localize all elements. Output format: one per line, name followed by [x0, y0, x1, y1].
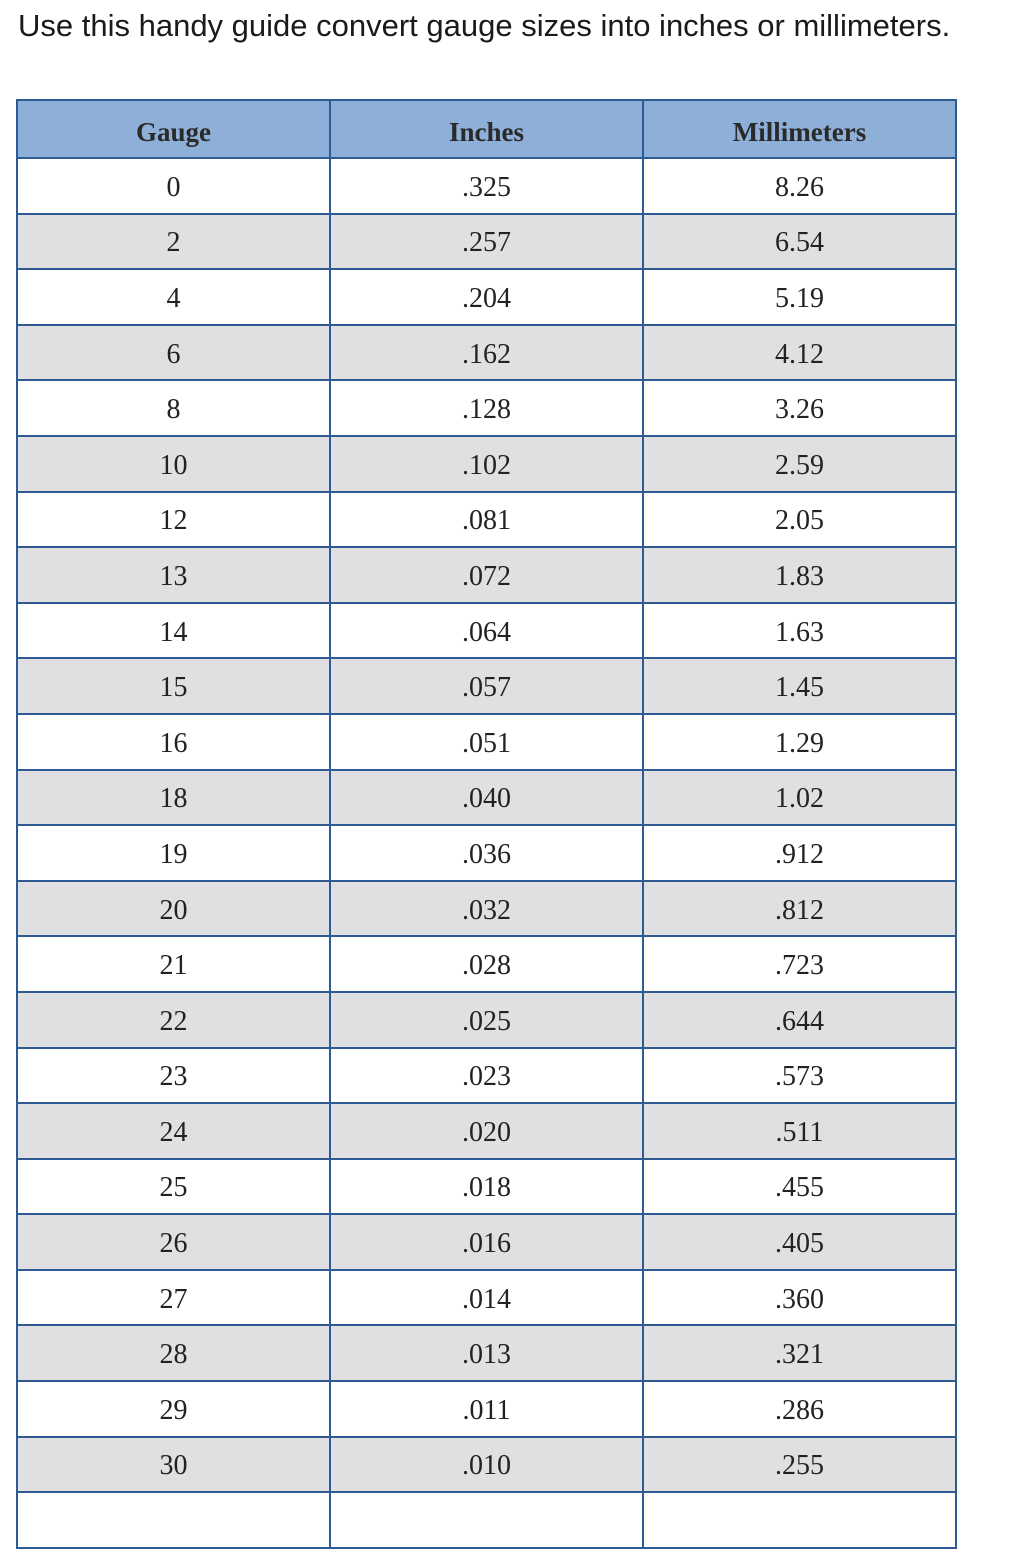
cell-inches: .018: [330, 1159, 643, 1215]
table-body: [17, 158, 956, 1548]
cell-inches: .204: [330, 269, 643, 325]
cell-millimeters: .644: [643, 992, 956, 1048]
table-row: [17, 1381, 956, 1437]
table-row: [17, 825, 956, 881]
cell-millimeters: 1.02: [643, 770, 956, 826]
cell-inches: .051: [330, 714, 643, 770]
cell-gauge: 16: [17, 714, 330, 770]
cell-millimeters: 1.63: [643, 603, 956, 659]
cell-inches: .064: [330, 603, 643, 659]
table-header-row: [17, 100, 956, 158]
cell-millimeters: .573: [643, 1048, 956, 1104]
cell-inches: .162: [330, 325, 643, 381]
table-row: [17, 1214, 956, 1270]
table-row: [17, 992, 956, 1048]
cell-millimeters: 5.19: [643, 269, 956, 325]
cell-millimeters: 8.26: [643, 158, 956, 214]
cell-millimeters: .360: [643, 1270, 956, 1326]
cell-inches: .057: [330, 658, 643, 714]
cell-inches: .081: [330, 492, 643, 548]
table-row: [17, 658, 956, 714]
cell-gauge: 29: [17, 1381, 330, 1437]
cell-inches: .025: [330, 992, 643, 1048]
cell-gauge: 0: [17, 158, 330, 214]
cell-gauge: 13: [17, 547, 330, 603]
cell-inches: .032: [330, 881, 643, 937]
cell-inches: .128: [330, 380, 643, 436]
cell-gauge: 18: [17, 770, 330, 826]
table-row: [17, 603, 956, 659]
cell-gauge: 22: [17, 992, 330, 1048]
cell-inches: .036: [330, 825, 643, 881]
cell-inches: .257: [330, 214, 643, 270]
cell-gauge: 15: [17, 658, 330, 714]
table-row: [17, 1103, 956, 1159]
cell-gauge: 24: [17, 1103, 330, 1159]
table-row: [17, 158, 956, 214]
cell-inches: [330, 1492, 643, 1548]
cell-millimeters: .286: [643, 1381, 956, 1437]
cell-gauge: 28: [17, 1325, 330, 1381]
cell-inches: .325: [330, 158, 643, 214]
cell-inches: .102: [330, 436, 643, 492]
cell-gauge: 19: [17, 825, 330, 881]
cell-inches: .023: [330, 1048, 643, 1104]
cell-millimeters: 1.45: [643, 658, 956, 714]
table-row: [17, 1437, 956, 1493]
cell-millimeters: 4.12: [643, 325, 956, 381]
table-row: [17, 1048, 956, 1104]
cell-millimeters: [643, 1492, 956, 1548]
cell-millimeters: .511: [643, 1103, 956, 1159]
cell-inches: .072: [330, 547, 643, 603]
table-row: [17, 214, 956, 270]
cell-millimeters: .321: [643, 1325, 956, 1381]
cell-inches: .020: [330, 1103, 643, 1159]
cell-gauge: 4: [17, 269, 330, 325]
table-row: [17, 492, 956, 548]
header-inches: Inches: [330, 100, 643, 158]
table-row: [17, 436, 956, 492]
cell-millimeters: 1.29: [643, 714, 956, 770]
table-row: [17, 881, 956, 937]
cell-inches: .040: [330, 770, 643, 826]
table-row: [17, 380, 956, 436]
cell-millimeters: .812: [643, 881, 956, 937]
cell-gauge: 25: [17, 1159, 330, 1215]
gauge-table-container: [16, 99, 956, 1482]
cell-gauge: 20: [17, 881, 330, 937]
cell-gauge: 26: [17, 1214, 330, 1270]
cell-gauge: 27: [17, 1270, 330, 1326]
cell-millimeters: 6.54: [643, 214, 956, 270]
table-row: [17, 1159, 956, 1215]
table-row: [17, 936, 956, 992]
gauge-conversion-table: [16, 99, 957, 1549]
cell-inches: .013: [330, 1325, 643, 1381]
header-gauge: Gauge: [17, 100, 330, 158]
cell-gauge: 6: [17, 325, 330, 381]
cell-millimeters: .255: [643, 1437, 956, 1493]
cell-gauge: 14: [17, 603, 330, 659]
cell-millimeters: 3.26: [643, 380, 956, 436]
cell-inches: .010: [330, 1437, 643, 1493]
cell-gauge: 10: [17, 436, 330, 492]
table-row: [17, 1270, 956, 1326]
cell-millimeters: 2.05: [643, 492, 956, 548]
cell-millimeters: .455: [643, 1159, 956, 1215]
cell-millimeters: 1.83: [643, 547, 956, 603]
cell-gauge: 12: [17, 492, 330, 548]
table-row: [17, 714, 956, 770]
table-row: [17, 1325, 956, 1381]
cell-millimeters: .405: [643, 1214, 956, 1270]
cell-gauge: 2: [17, 214, 330, 270]
table-row: [17, 770, 956, 826]
header-millimeters: Millimeters: [643, 100, 956, 158]
cell-gauge: [17, 1492, 330, 1548]
cell-millimeters: .723: [643, 936, 956, 992]
cell-millimeters: 2.59: [643, 436, 956, 492]
cell-gauge: 8: [17, 380, 330, 436]
cell-gauge: 30: [17, 1437, 330, 1493]
table-row: [17, 269, 956, 325]
cell-millimeters: .912: [643, 825, 956, 881]
cell-gauge: 21: [17, 936, 330, 992]
cell-inches: .016: [330, 1214, 643, 1270]
cell-gauge: 23: [17, 1048, 330, 1104]
table-row: [17, 325, 956, 381]
table-row: [17, 1492, 956, 1548]
cell-inches: .014: [330, 1270, 643, 1326]
table-row: [17, 547, 956, 603]
cell-inches: .011: [330, 1381, 643, 1437]
intro-text: Use this handy guide convert gauge sizes into inches or millimeters.: [18, 8, 951, 43]
cell-inches: .028: [330, 936, 643, 992]
